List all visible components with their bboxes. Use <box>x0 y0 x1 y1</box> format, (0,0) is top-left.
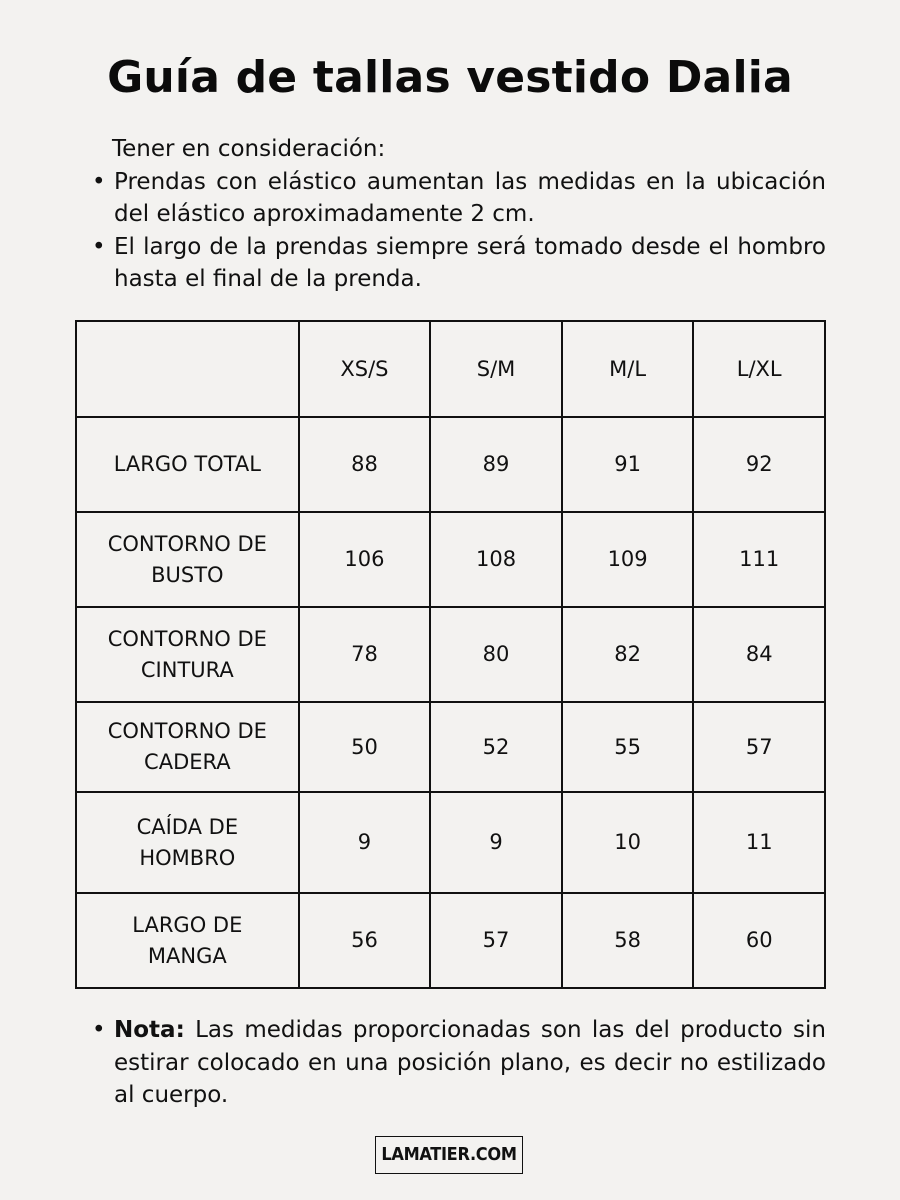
size-header-m-l: M/L <box>562 321 694 417</box>
table-corner-cell <box>76 321 299 417</box>
table-cell: 9 <box>299 792 431 893</box>
table-cell: 108 <box>430 512 562 607</box>
table-cell: 106 <box>299 512 431 607</box>
table-cell: 11 <box>693 792 825 893</box>
table-cell: 58 <box>562 893 694 988</box>
table-row <box>76 512 825 607</box>
table-cell: 50 <box>299 702 431 792</box>
table-cell: 9 <box>430 792 562 893</box>
size-header-s-m: S/M <box>430 321 562 417</box>
size-header-xs-s: XS/S <box>299 321 431 417</box>
table-row <box>76 792 825 893</box>
size-header-l-xl: L/XL <box>693 321 825 417</box>
list-item-text: El largo de la prendas siempre será tomado desde el hombro hasta el final de la prenda. <box>114 233 826 292</box>
row-label: LARGO TOTAL <box>76 417 299 512</box>
table-cell: 80 <box>430 607 562 702</box>
row-label: LARGO DE MANGA <box>76 893 299 988</box>
considerations-list <box>90 166 826 296</box>
considerations-section <box>90 133 826 296</box>
table-cell: 55 <box>562 702 694 792</box>
row-label: CONTORNO DE CINTURA <box>76 607 299 702</box>
note-section <box>90 1014 826 1112</box>
page-title: Guía de tallas vestido Dalia <box>107 52 793 103</box>
table-cell: 84 <box>693 607 825 702</box>
list-item-text: Prendas con elástico aumentan las medidas en la ubicación del elástico aproximadamente 2 cm. <box>114 168 826 227</box>
size-table <box>75 320 826 989</box>
table-cell: 60 <box>693 893 825 988</box>
bullet-icon: • <box>92 233 106 260</box>
table-row <box>76 702 825 792</box>
table-cell: 52 <box>430 702 562 792</box>
bullet-icon: • <box>92 1017 106 1043</box>
row-label: CAÍDA DE HOMBRO <box>76 792 299 893</box>
row-label: CONTORNO DE BUSTO <box>76 512 299 607</box>
table-cell: 10 <box>562 792 694 893</box>
table-cell: 92 <box>693 417 825 512</box>
table-cell: 57 <box>430 893 562 988</box>
bullet-icon: • <box>92 168 106 195</box>
table-row <box>76 417 825 512</box>
note-text: Las medidas proporcionadas son las del producto sin estirar colocado en una posición plano, es decir no estilizado al cuerpo. <box>114 1017 826 1108</box>
table-row <box>76 607 825 702</box>
list-item <box>90 231 826 296</box>
table-row <box>76 893 825 988</box>
note-paragraph <box>90 1014 826 1112</box>
considerations-intro: Tener en consideración: <box>112 136 386 162</box>
table-cell: 88 <box>299 417 431 512</box>
table-cell: 89 <box>430 417 562 512</box>
table-cell: 111 <box>693 512 825 607</box>
table-cell: 57 <box>693 702 825 792</box>
table-cell: 78 <box>299 607 431 702</box>
table-cell: 82 <box>562 607 694 702</box>
list-item <box>90 166 826 231</box>
table-cell: 91 <box>562 417 694 512</box>
brand-logo: LAMATIER.COM <box>375 1136 523 1174</box>
table-header-row <box>76 321 825 417</box>
row-label: CONTORNO DE CADERA <box>76 702 299 792</box>
table-cell: 56 <box>299 893 431 988</box>
table-cell: 109 <box>562 512 694 607</box>
note-label: Nota: <box>114 1017 185 1043</box>
